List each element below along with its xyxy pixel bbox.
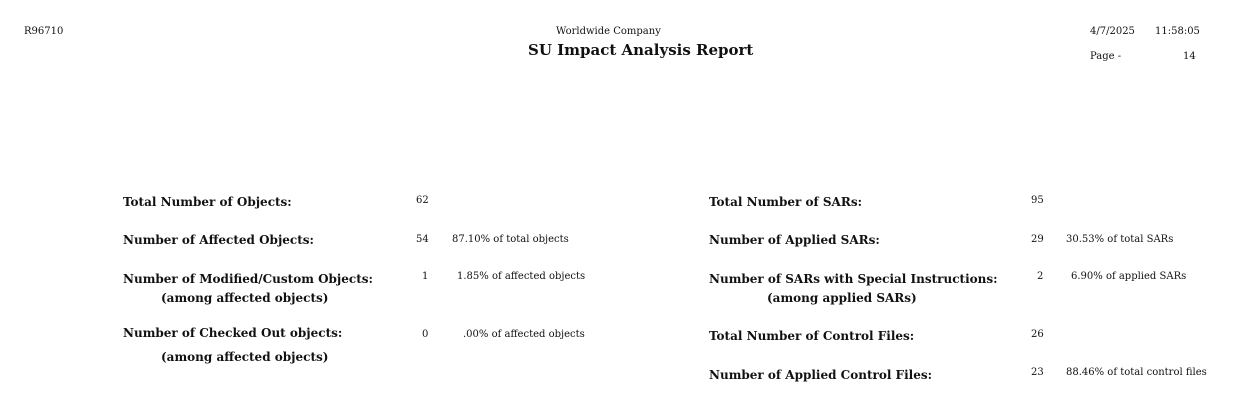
modified-objects-pct: 1.85% of affected objects xyxy=(457,271,586,282)
special-sars-label: Number of SARs with Special Instructions: xyxy=(709,272,998,286)
applied-sars-label: Number of Applied SARs: xyxy=(709,233,880,247)
affected-objects-value: 54 xyxy=(416,234,429,245)
total-sars-value: 95 xyxy=(1031,195,1044,206)
modified-objects-label: Number of Modified/Custom Objects: xyxy=(123,272,373,286)
control-files-applied-pct: 88.46% of total control files xyxy=(1066,367,1207,378)
control-files-total-value: 26 xyxy=(1031,329,1044,340)
total-sars-label: Total Number of SARs: xyxy=(709,195,863,209)
total-objects-value: 62 xyxy=(416,195,429,206)
control-files-applied-value: 23 xyxy=(1031,367,1044,378)
checked-out-sub: (among affected objects) xyxy=(161,350,329,364)
checked-out-label: Number of Checked Out objects: xyxy=(123,326,343,340)
page-label: Page - xyxy=(1090,51,1122,62)
report-time: 11:58:05 xyxy=(1155,26,1200,37)
special-sars-pct: 6.90% of applied SARs xyxy=(1071,271,1187,282)
control-files-total-label: Total Number of Control Files: xyxy=(709,329,915,343)
applied-sars-value: 29 xyxy=(1031,234,1044,245)
checked-out-pct: .00% of affected objects xyxy=(463,329,585,340)
total-objects-label: Total Number of Objects: xyxy=(123,195,292,209)
special-sars-value: 2 xyxy=(1037,271,1044,282)
report-id: R96710 xyxy=(24,26,64,37)
checked-out-value: 0 xyxy=(422,329,429,340)
modified-objects-value: 1 xyxy=(422,271,429,282)
page-number: 14 xyxy=(1183,51,1196,62)
affected-objects-pct: 87.10% of total objects xyxy=(452,234,569,245)
company-name: Worldwide Company xyxy=(556,26,661,37)
report-title: SU Impact Analysis Report xyxy=(528,41,754,59)
special-sars-sub: (among applied SARs) xyxy=(767,291,917,305)
control-files-applied-label: Number of Applied Control Files: xyxy=(709,368,933,382)
affected-objects-label: Number of Affected Objects: xyxy=(123,233,314,247)
applied-sars-pct: 30.53% of total SARs xyxy=(1066,234,1174,245)
report-date: 4/7/2025 xyxy=(1090,26,1135,37)
modified-objects-sub: (among affected objects) xyxy=(161,291,329,305)
